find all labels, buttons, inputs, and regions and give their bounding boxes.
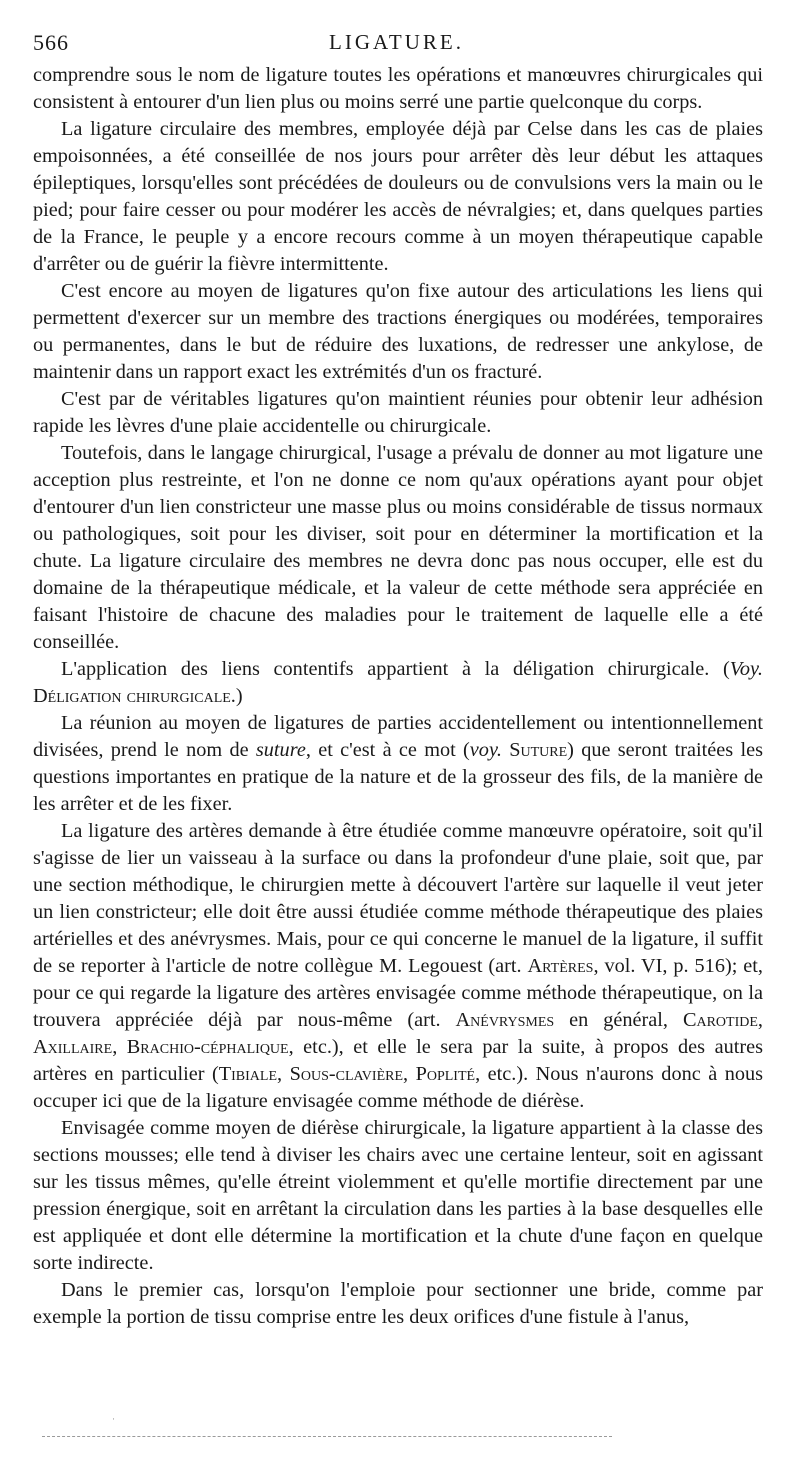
paragraph-1: comprendre sous le nom de ligature toutes les opérations et manœuvres chirurgicales qui consistent à entourer d'un lien plus ou moins serré une partie quelconque du corps.: [33, 64, 763, 113]
paragraph-6: [33, 656, 763, 710]
paragraph-8-f: , etc.), et elle le sera par la suite, à propos des autres artères en particulier (: [33, 1036, 763, 1085]
paragraph-9: Envisagée comme moyen de diérèse chirurgicale, la ligature appartient à la classe des sections mousses; elle tend à diviser les chairs avec une certaine lenteur, soit en agissant sur les tissus mêmes, qu'elle étreint violemment et qu'elle mortifie directement par une pression énergique, soit en arrêtant la circulation dans les parties à la base desquelles elle est appliquée et dont elle détermine la mortification et la chute d'une façon en quelque sorte indirecte.: [33, 1117, 763, 1274]
paragraph-7-a: La réunion au moyen de ligatures de parties accidentellement ou intentionnellement divisées, prend le nom de: [33, 712, 763, 761]
footer-divider: [42, 1436, 612, 1437]
cross-reference-tibiale: Tibiale: [218, 1063, 277, 1085]
paragraph-8: [33, 818, 763, 1115]
cross-reference-brachio-cephalique: Brachio-céphalique: [126, 1036, 289, 1058]
cross-reference-anevrysmes: Anévrysmes: [455, 1009, 555, 1031]
paragraph-3: C'est encore au moyen de ligatures qu'on fixe autour des articulations les liens qui permettent d'exercer sur un membre des tractions énergiques ou modérées, temporaires ou permanentes, dans le but de réduire des luxations, de redresser une ankylose, de maintenir dans un rapport exact les extrémités d'un os fracturé.: [33, 280, 763, 383]
paragraph-8-d: ,: [757, 1009, 763, 1031]
voy-italic-2: voy.: [469, 739, 502, 761]
paragraph-6-end: ): [235, 685, 243, 707]
paragraph-6-text: L'application des liens contentifs appartient à la déligation chirurgicale. (: [61, 658, 730, 680]
cross-reference-arteres: Artères: [527, 955, 594, 977]
cross-reference-suture: Suture: [509, 739, 568, 761]
cross-reference-carotide: Carotide: [682, 1009, 758, 1031]
cross-reference-poplite: Poplité: [415, 1063, 476, 1085]
running-title: LIGATURE.: [329, 30, 464, 54]
paragraph-8-a: La ligature des artères demande à être étudiée comme manœuvre opératoire, soit qu'il s'agisse de lier un vaisseau à la surface ou dans la profondeur d'une plaie, soit que, par une section méthodique, le chirurgien mette à découvert l'artère sur laquelle il veut jeter un lien constricteur; elle doit être aussi étudiée comme méthode thérapeutique des plaies artérielles et des anévrysmes. Mais, pour ce qui concerne le manuel de la ligature, il suffit de se reporter à l'article de notre collègue M. Legouest (art.: [33, 820, 763, 977]
paragraph-8-c: en général,: [554, 1009, 683, 1031]
paragraph-7-b: , et c'est à ce mot (: [305, 739, 470, 761]
paragraph-2: La ligature circulaire des membres, employée déjà par Celse dans les cas de plaies empoisonnées, a été conseillée de nos jours pour arrêter dès leur début les attaques épileptiques, lorsqu'elles sont précédées de douleurs ou de convulsions vers la main ou le pied; pour faire cesser ou pour modérer les accès de névralgies; et, dans quelques parties de la France, le peuple y a encore recours comme à un moyen thérapeutique capable d'arrêter ou de guérir la fièvre intermittente.: [33, 118, 763, 275]
paragraph-8-b: , vol. VI, p. 516); et, pour ce qui regarde la ligature des artères envisagée comme méthode thérapeutique, on la trouvera appréciée déjà par nous-même (art.: [33, 955, 763, 1031]
body-text: [33, 62, 763, 1331]
cross-reference-deligation: Déligation chirurgicale.: [33, 685, 236, 707]
paragraph-8-g: ,: [277, 1063, 290, 1085]
cross-reference-sous-claviere: Sous-clavière: [289, 1063, 404, 1085]
paragraph-8-i: , etc.). Nous n'aurons donc à nous occuper ici que de la ligature envisagée comme méthode de diérèse.: [33, 1063, 764, 1112]
voy-italic: Voy.: [729, 658, 763, 680]
paragraph-7: [33, 710, 763, 818]
footer-mark: ·: [112, 1414, 115, 1424]
paragraph-4: C'est par de véritables ligatures qu'on maintient réunies pour obtenir leur adhésion rapide les lèvres d'une plaie accidentelle ou chirurgicale.: [33, 388, 763, 437]
paragraph-10: Dans le premier cas, lorsqu'on l'emploie pour sectionner une bride, comme par exemple la portion de tissu comprise entre les deux orifices d'une fistule à l'anus,: [33, 1279, 763, 1328]
page-header: [33, 30, 760, 58]
paragraph-8-h: ,: [403, 1063, 416, 1085]
paragraph-5: Toutefois, dans le langage chirurgical, l'usage a prévalu de donner au mot ligature une acception plus restreinte, et l'on ne donne ce nom qu'aux opérations ayant pour objet d'entourer d'un lien constricteur une masse plus ou moins considérable de tissus normaux ou pathologiques, soit pour les diviser, soit pour en déterminer la mortification et la chute. La ligature circulaire des membres ne devra donc pas nous occuper, elle est du domaine de la thérapeutique médicale, et la valeur de cette méthode sera appréciée en faisant l'histoire de chacune des maladies pour le traitement de laquelle elle a été conseillée.: [33, 442, 763, 653]
suture-italic: suture: [255, 739, 306, 761]
paragraph-7-c: ) que seront traitées les questions importantes en pratique de la nature et de la grosseur des fils, de la manière de les arrêter et de les fixer.: [33, 739, 764, 815]
page-number: 566: [33, 30, 69, 55]
paragraph-8-e: ,: [112, 1036, 127, 1058]
cross-reference-axillaire: Axillaire: [33, 1036, 113, 1058]
